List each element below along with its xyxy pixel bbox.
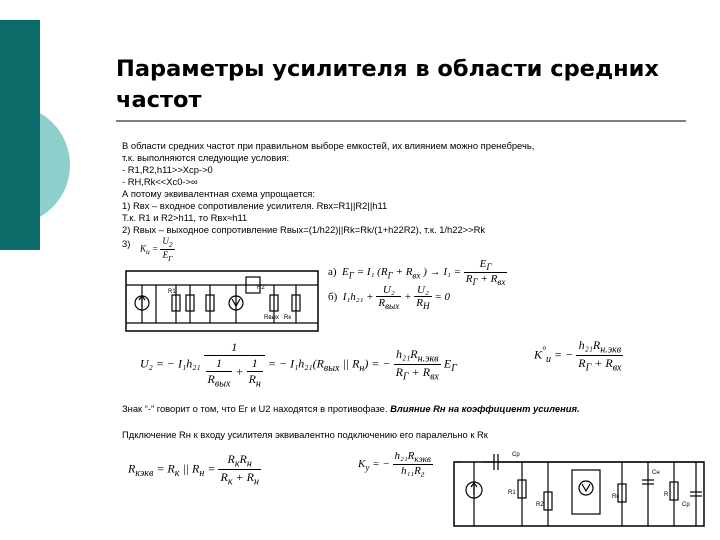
c1-label-rk: Rк	[284, 315, 291, 321]
body-line-5: А потому эквивалентная схема упрощается:	[122, 188, 315, 199]
eq-a-arrow: ) → I₁ =	[423, 266, 462, 279]
eq-rkeq-num: R	[227, 452, 235, 466]
para-text: Знак “-” говорит о том, что Ег и U2 находятся в противофазе.	[122, 403, 388, 414]
eq-u2-lhs: U₂ = − I₁h₂₁	[140, 356, 201, 371]
eq-rkeq-eq: = R	[156, 461, 175, 476]
eq-ky-num-sub: кэкв	[414, 454, 431, 465]
eq-u2-tail-sub: Г	[451, 362, 457, 374]
eq-a-e-sub: Г	[348, 270, 354, 281]
eq-u2-tail: E	[443, 356, 452, 371]
eq-a-plus: + R	[395, 266, 413, 279]
ku-num: U	[162, 236, 169, 246]
eq-a-den2-sub: вх	[497, 277, 506, 288]
eq-u2-num2-sub: н.экв	[417, 353, 439, 365]
ku-lhs: K	[140, 243, 147, 254]
eq-ky-lhs: K	[358, 458, 366, 471]
eq-b-num2: U₂	[414, 284, 431, 297]
ku-formula: $K_u$ = $\frac{U_2}{E_Г}$	[140, 236, 173, 263]
para-bold: Влияние Rн на коэффициент усиления.	[390, 403, 580, 414]
body-line-4: - RН,Rk<<Xc0->∞	[122, 176, 198, 187]
eq-u2-par-sub: н	[359, 362, 365, 374]
eq-ku-sup: °	[542, 345, 547, 357]
page-title: Параметры усилителя в области средних частот	[116, 56, 659, 113]
eq-a-den-sub: Г	[472, 277, 478, 288]
eq-a-label: а)	[328, 266, 337, 279]
ku-sub: u	[146, 247, 150, 257]
eq-rkeq-lhs-sub: кэкв	[135, 468, 154, 480]
eq-u2-plus: +	[235, 364, 244, 379]
eq-a-num: E	[479, 258, 487, 270]
eq-u2-den1: 1	[206, 356, 233, 372]
eq-rkeq-lhs: R	[128, 461, 136, 476]
eq-u2-den3-sub: Г	[402, 371, 409, 383]
eq-b-fraction-1	[376, 284, 401, 311]
eq-u2-mid: = − I₁h₂₁(R	[267, 356, 324, 371]
eq-ku-den2: + R	[594, 356, 613, 371]
body-line-7: Т.к. R1 и R2>h11, то Rвх≈h11	[122, 212, 248, 223]
body-line-3: - R1,R2,h11>>Xср->0	[122, 164, 213, 175]
eq-a-mid-sub: Г	[387, 270, 393, 281]
eq-b-lhs: I₁h₂₁ +	[342, 291, 374, 304]
title-divider	[116, 120, 686, 122]
eq-a-fraction	[464, 258, 508, 287]
eq-u2-num2: h₂₁R	[395, 346, 418, 361]
c2-label-r2: R2	[536, 502, 544, 508]
eq-b-label: б)	[328, 291, 338, 304]
eq-rkeq-num2: R	[239, 452, 247, 466]
eq-ku-sub: u	[546, 354, 552, 366]
eq-b-num: U₂	[376, 284, 401, 297]
eq-b-rhs: = 0	[434, 291, 451, 304]
eq-ku-den-sub: Г	[585, 362, 592, 374]
eq-rkeq-eq-sub: к	[174, 468, 180, 480]
eq-ku-num: h₂₁R	[578, 338, 601, 352]
eq-rkeq	[128, 452, 261, 488]
eq-u2-fraction-1	[204, 340, 265, 389]
eq-b-fraction-2	[414, 284, 431, 311]
c2-label-r1: R1	[508, 490, 516, 496]
eq-ky-num: h₂₁R	[394, 450, 415, 462]
eq-a-e: E	[342, 266, 349, 279]
eq-u2-par: || R	[342, 356, 360, 371]
equivalent-circuit-2	[452, 444, 712, 534]
eq-rkeq-fraction	[218, 452, 260, 488]
ku-num-sub: 2	[168, 239, 173, 249]
c2-label-cp: Cр	[512, 452, 520, 458]
eq-a-num-sub: Г	[486, 262, 492, 273]
c1-label-rvyh: Rвых	[264, 315, 279, 321]
eq-rkeq-eq2: =	[207, 461, 216, 476]
eq-ky-lhs-sub: у	[365, 462, 370, 473]
eq-b	[328, 284, 450, 311]
eq-ky	[358, 450, 433, 479]
c2-label-cr: Cр	[682, 502, 690, 508]
eq-b-den-sub: вых	[385, 301, 400, 312]
eq-u2-den2: 1	[247, 356, 263, 372]
eq-ku-den: R	[578, 356, 586, 371]
ku-fraction	[160, 236, 174, 263]
eq-ky-fraction	[393, 450, 433, 479]
eq-ku-eq: = −	[554, 347, 574, 362]
eq-b-den2-sub: Н	[422, 301, 430, 312]
c2-label-rk: Rк	[612, 494, 619, 500]
body-line-8: 2) Rвых – выходное сопротивление Rвых=(1/h22)||Rk=Rk/(1+h22R2), т.к. 1/h22>>Rk	[122, 224, 486, 235]
eq-rkeq-den-sub: к	[227, 476, 233, 488]
eq-ky-den: h₁₁R	[400, 465, 421, 478]
item-3-label: 3)	[122, 238, 131, 249]
eq-u2-den3: R	[395, 365, 403, 380]
sign-paragraph	[122, 403, 672, 416]
eq-u2-sub-frac-2	[247, 356, 263, 389]
eq-ky-den-sub: г	[420, 469, 425, 480]
eq-rkeq-den2-sub: н	[253, 476, 259, 488]
equivalent-circuit-1	[124, 265, 324, 335]
last-line: Пдключение Rн к входу усилителя эквивалентно подключению его паралельно к Rк	[122, 429, 488, 440]
eq-u2-den2-den: R	[248, 372, 256, 386]
eq-ku-lhs: K	[534, 347, 543, 362]
eq-a-den2: + R	[480, 273, 498, 286]
eq-a	[328, 258, 507, 287]
c1-label-r2: R2	[257, 285, 265, 291]
eq-u2-den2-sub: н	[255, 378, 261, 390]
c2-label-cn: Cн	[652, 470, 660, 476]
eq-rkeq-den2: + R	[235, 470, 254, 485]
eq-b-den: R	[378, 297, 386, 309]
source-4-icon	[579, 481, 593, 495]
c2-label-re: R	[664, 492, 669, 498]
eq-a-mid: = I₁ (R	[356, 266, 388, 279]
ku-den-sub: Г	[168, 253, 173, 263]
eq-ku-fraction	[576, 338, 623, 374]
eq-rkeq-den: R	[220, 470, 228, 485]
ku-den: E	[162, 249, 169, 260]
eq-ku-num-sub: н.экв	[600, 344, 622, 356]
eq-b-mid: +	[404, 291, 412, 304]
eq-b-den2: R	[416, 297, 423, 309]
eq-u2-sub-frac-1	[206, 356, 233, 389]
eq-a-plus-sub: вх	[412, 270, 421, 281]
eq-u2-mid-sub: вых	[323, 362, 340, 374]
eq-ky-eq: = −	[372, 458, 390, 471]
dark-bar	[0, 20, 40, 250]
eq-rkeq-num-sub: к	[234, 458, 240, 470]
body-line-1: В области средних частот при правильном выборе емкостей, их влиянием можно пренебречь,	[122, 140, 535, 151]
body-line-2: т.к. выполняются следующие условия:	[122, 152, 290, 163]
eq-rkeq-par-sub: н	[199, 468, 205, 480]
eq-u2-fraction-2	[394, 347, 441, 383]
eq-rkeq-num2-sub: н	[246, 458, 252, 470]
eq-u2-num: 1	[204, 340, 265, 356]
eq-rkeq-par: || R	[182, 461, 200, 476]
eq-u2-den1-den: R	[207, 372, 215, 386]
body-line-6: 1) Rвх – входное сопротивление усилителя. Rвх=R1||R2||h11	[122, 200, 388, 211]
eq-ku-den2-sub: вх	[612, 362, 622, 374]
eq-u2-den3b: + R	[411, 365, 431, 380]
eq-a-den: R	[465, 273, 473, 286]
decorative-circles	[0, 0, 110, 300]
eq-u2	[140, 340, 457, 389]
c1-label-r1: R1	[168, 289, 176, 295]
eq-u2-den3b-sub: вх	[430, 371, 439, 383]
eq-u2-eq: ) = −	[364, 356, 391, 371]
eq-u2-den1-sub: вых	[214, 378, 231, 390]
eq-ku	[534, 338, 623, 374]
